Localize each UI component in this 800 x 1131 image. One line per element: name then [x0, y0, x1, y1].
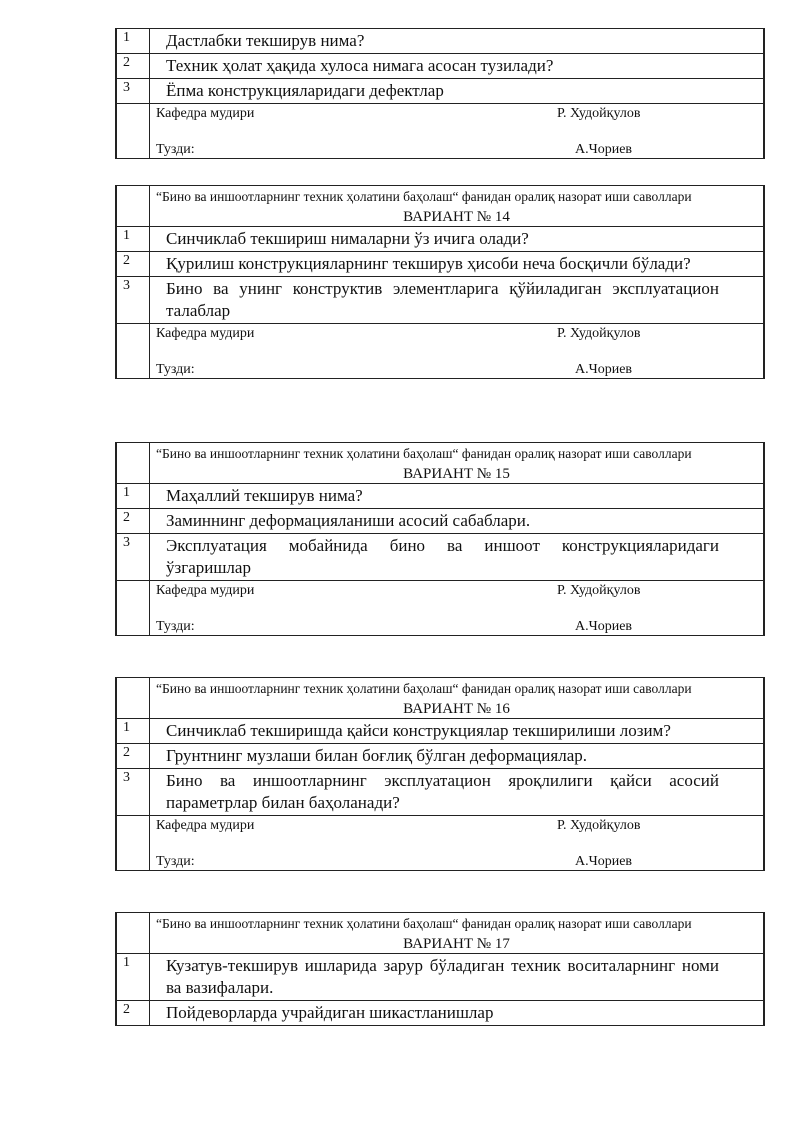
- compiled-name: А.Чориев: [575, 362, 633, 377]
- question-number: 3: [117, 534, 150, 581]
- signature-block: [150, 816, 763, 870]
- header-row: [117, 678, 764, 719]
- question-text: Бино ва иншоотларнинг эксплуатацион яроқлилиги қайси асосий параметрлар билан баҳоланади?: [150, 769, 764, 816]
- dept-head-label: Кафедра мудири: [156, 818, 255, 833]
- question-number: 1: [117, 29, 150, 54]
- question-row: [117, 719, 764, 744]
- question-number: 2: [117, 509, 150, 534]
- dept-head-label: Кафедра мудири: [156, 326, 255, 341]
- card-header: “Бино ва иншоотларнинг техник ҳолатини баҳолаш“ фанидан оралиқ назорат иши саволлари: [156, 446, 692, 461]
- card-header: “Бино ва иншоотларнинг техник ҳолатини баҳолаш“ фанидан оралиқ назорат иши саволлари: [156, 916, 692, 931]
- compiled-label: Тузди:: [156, 362, 195, 377]
- variant-title: ВАРИАНТ № 17: [403, 936, 510, 952]
- question-row: [117, 954, 764, 1001]
- variant-card-16: [115, 677, 765, 871]
- question-text: Эксплуатация мобайнида бино ва иншоот конструкцияларидаги ўзгаришлар: [150, 534, 764, 581]
- question-row: [117, 744, 764, 769]
- question-text: Пойдеворларда учрайдиган шикастланишлар: [150, 1001, 764, 1026]
- dept-head-name: Р. Худойқулов: [557, 106, 641, 121]
- question-text: Кузатув-текширув ишларида зарур бўладиган техник воситаларнинг номи ва вазифалари.: [150, 954, 764, 1001]
- variant-card-15: [115, 442, 765, 636]
- compiled-name: А.Чориев: [575, 854, 633, 869]
- question-row: [117, 534, 764, 581]
- question-number: 1: [117, 954, 150, 1001]
- header-row: [117, 913, 764, 954]
- card-header: “Бино ва иншоотларнинг техник ҳолатини баҳолаш“ фанидан оралиқ назорат иши саволлари: [156, 189, 692, 204]
- dept-head-label: Кафедра мудири: [156, 583, 255, 598]
- question-row: [117, 79, 764, 104]
- question-row: [117, 1001, 764, 1026]
- dept-head-name: Р. Худойқулов: [557, 818, 641, 833]
- question-text: Маҳаллий текширув нима?: [150, 484, 764, 509]
- question-text: Бино ва унинг конструктив элементларига қўйиладиган эксплуатацион талаблар: [150, 277, 764, 324]
- question-row: [117, 227, 764, 252]
- question-text: Дастлабки текширув нима?: [150, 29, 764, 54]
- compiled-label: Тузди:: [156, 619, 195, 634]
- question-number: 2: [117, 744, 150, 769]
- signature-row: [117, 816, 764, 871]
- top-card: [115, 28, 765, 159]
- question-row: [117, 252, 764, 277]
- compiled-name: А.Чориев: [575, 619, 633, 634]
- question-text: Синчиклаб текшириш нималарни ўз ичига олади?: [150, 227, 764, 252]
- dept-head-name: Р. Худойқулов: [557, 326, 641, 341]
- question-number: 2: [117, 252, 150, 277]
- signature-row: [117, 324, 764, 379]
- card-header: “Бино ва иншоотларнинг техник ҳолатини баҳолаш“ фанидан оралиқ назорат иши саволлари: [156, 681, 692, 696]
- signature-block: [150, 581, 763, 635]
- question-row: [117, 769, 764, 816]
- dept-head-name: Р. Худойқулов: [557, 583, 641, 598]
- question-number: 3: [117, 769, 150, 816]
- question-text: Ёпма конструкцияларидаги дефектлар: [150, 79, 764, 104]
- question-row: [117, 277, 764, 324]
- question-number: 3: [117, 277, 150, 324]
- dept-head-label: Кафедра мудири: [156, 106, 255, 121]
- compiled-label: Тузди:: [156, 142, 195, 157]
- question-text: Қурилиш конструкцияларнинг текширув ҳисоби неча босқичли бўлади?: [150, 252, 764, 277]
- compiled-name: А.Чориев: [575, 142, 633, 157]
- variant-title: ВАРИАНТ № 16: [403, 701, 510, 717]
- header-row: [117, 186, 764, 227]
- question-text: Техник ҳолат ҳақида хулоса нимага асосан тузилади?: [150, 54, 764, 79]
- question-row: [117, 509, 764, 534]
- compiled-label: Тузди:: [156, 854, 195, 869]
- question-text: Заминнинг деформацияланиши асосий сабаблари.: [150, 509, 764, 534]
- question-text: Синчиклаб текширишда қайси конструкциялар текширилиши лозим?: [150, 719, 764, 744]
- question-number: 1: [117, 227, 150, 252]
- question-row: [117, 29, 764, 54]
- question-row: [117, 484, 764, 509]
- question-number: 1: [117, 719, 150, 744]
- signature-row: [117, 104, 764, 159]
- question-number: 3: [117, 79, 150, 104]
- question-row: [117, 54, 764, 79]
- header-row: [117, 443, 764, 484]
- question-number: 2: [117, 1001, 150, 1026]
- signature-row: [117, 581, 764, 636]
- signature-block: [150, 104, 763, 158]
- variant-card-14: [115, 185, 765, 379]
- question-number: 1: [117, 484, 150, 509]
- question-text: Грунтнинг музлаши билан боғлиқ бўлган деформациялар.: [150, 744, 764, 769]
- variant-card-17: [115, 912, 765, 1026]
- variant-title: ВАРИАНТ № 14: [403, 209, 510, 225]
- signature-block: [150, 324, 763, 378]
- question-number: 2: [117, 54, 150, 79]
- variant-title: ВАРИАНТ № 15: [403, 466, 510, 482]
